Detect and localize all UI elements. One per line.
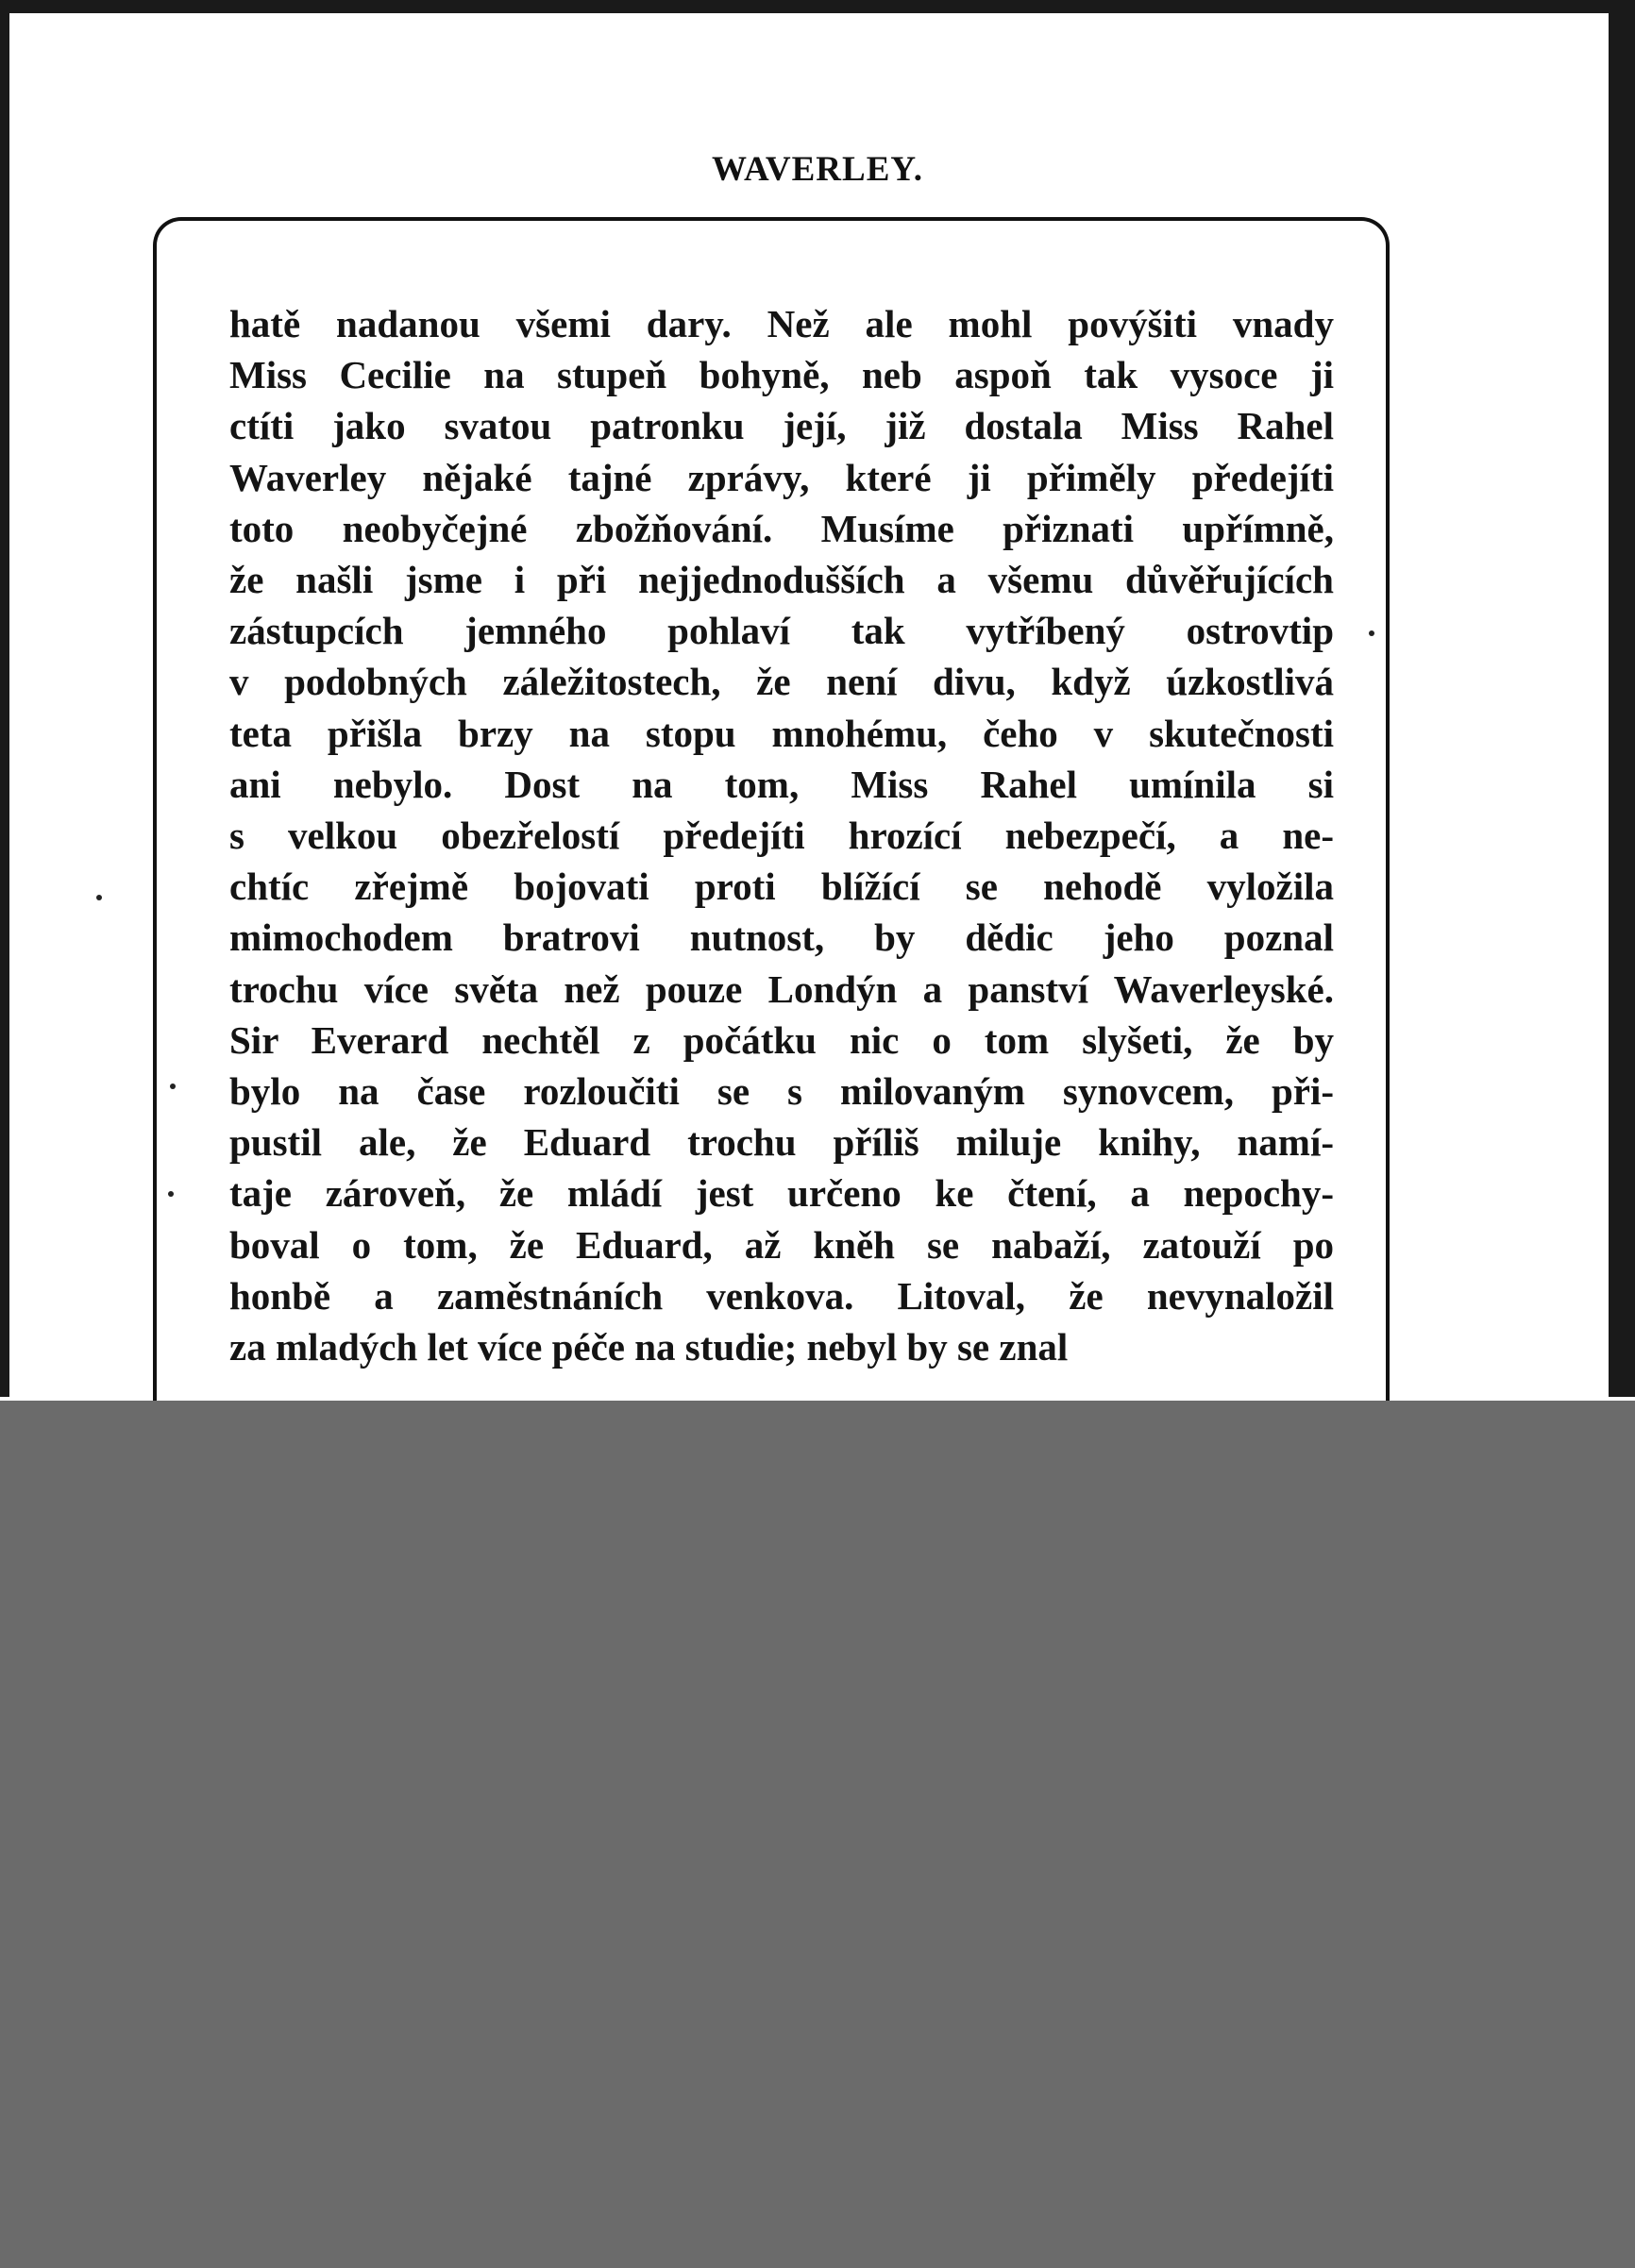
- scan-edge-right: [1609, 0, 1635, 1397]
- text-line: ani nebylo. Dost na tom, Miss Rahel umínila si: [229, 762, 1334, 806]
- text-line: hatě nadanou všemi dary. Než ale mohl povýšiti vnady: [229, 302, 1334, 345]
- scan-speck: [96, 895, 102, 900]
- text-line: Waverley nějaké tajné zprávy, které ji přiměly předejíti: [229, 455, 1334, 499]
- redaction-block: [0, 1401, 1635, 2268]
- scan-speck: [168, 1191, 174, 1197]
- text-line: chtíc zřejmě bojovati proti blížící se nehodě vyložila: [229, 865, 1334, 909]
- scan-edge-top: [0, 0, 1635, 13]
- body-text: [229, 298, 1334, 1372]
- text-line: Miss Cecilie na stupeň bohyně, neb aspoň tak vysoce ji: [229, 353, 1334, 397]
- text-line: trochu více světa než pouze Londýn a panství Waverleyské.: [229, 966, 1334, 1011]
- text-line: mimochodem bratrovi nutnost, by dědic jeho poznal: [229, 916, 1334, 960]
- text-line: honbě a zaměstnáních venkova. Litoval, že nevynaložil: [229, 1273, 1334, 1318]
- scan-speck: [1369, 630, 1374, 636]
- text-line: ctíti jako svatou patronku její, již dostala Miss Rahel: [229, 404, 1334, 448]
- scan-speck: [170, 1084, 176, 1089]
- text-line: pustil ale, že Eduard trochu příliš miluje knihy, namí-: [229, 1120, 1334, 1165]
- text-line: taje zároveň, že mládí jest určeno ke čtení, a nepochy-: [229, 1171, 1334, 1216]
- text-line: toto neobyčejné zbožňování. Musíme přiznati upřímně,: [229, 506, 1334, 550]
- text-line: Sir Everard nechtěl z počátku nic o tom slyšeti, že by: [229, 1017, 1334, 1062]
- text-line: v podobných záležitostech, že není divu, když úzkostlivá: [229, 660, 1334, 704]
- text-line: teta přišla brzy na stopu mnohému, čeho v skutečnosti: [229, 711, 1334, 755]
- scan-edge-left: [0, 0, 9, 1397]
- text-line: za mladých let více péče na studie; nebyl by se znal: [229, 1325, 1069, 1369]
- text-line: zástupcích jemného pohlaví tak vytříbený ostrovtip: [229, 609, 1334, 653]
- text-line: boval o tom, že Eduard, až kněh se nabaží, zatouží po: [229, 1222, 1334, 1267]
- text-line: s velkou obezřelostí předejíti hrozící nebezpečí, a ne-: [229, 814, 1334, 858]
- text-line: že našli jsme i při nejjednodušších a všemu důvěřujících: [229, 558, 1334, 602]
- running-head: WAVERLEY.: [712, 150, 923, 189]
- text-line: bylo na čase rozloučiti se s milovaným synovcem, při-: [229, 1069, 1334, 1114]
